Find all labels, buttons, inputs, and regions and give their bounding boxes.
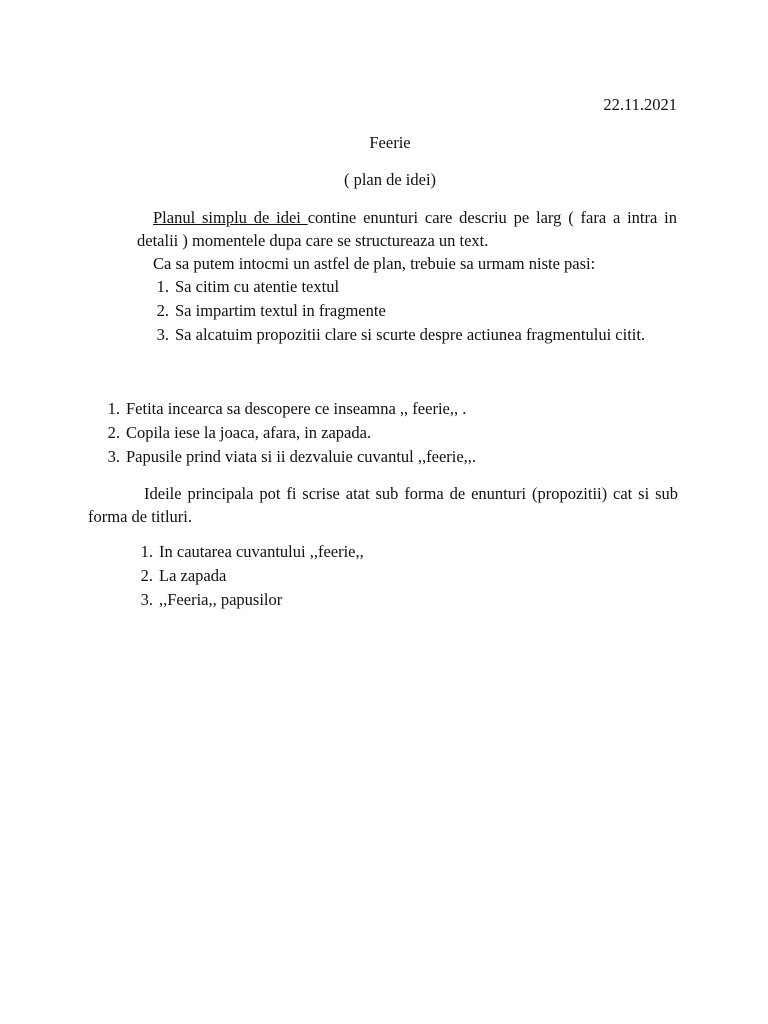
list-item-text: Papusile prind viata si ii dezvaluie cuvantul ,,feerie,,. xyxy=(126,447,477,466)
document-date: 22.11.2021 xyxy=(603,95,677,114)
list-item-text: Fetita incearca sa descopere ce inseamna ,, feerie,, . xyxy=(126,399,467,418)
titles-list xyxy=(121,540,521,612)
list-number: 3. xyxy=(140,590,153,609)
list-item-text: ,,Feeria,, papusilor xyxy=(159,590,283,609)
list-item-text: Sa impartim textul in fragmente xyxy=(175,301,386,320)
ideas-list xyxy=(88,397,688,469)
list-item xyxy=(137,275,697,299)
list-number: 1. xyxy=(156,277,169,296)
list-number: 1. xyxy=(140,542,153,561)
list-item-text: In cautarea cuvantului ,,feerie,, xyxy=(159,542,364,561)
intro-paragraph-text: contine enunturi care descriu pe larg ( fara a intra in detalii ) momentele dupa care se structureaza un text. xyxy=(137,208,677,250)
list-item xyxy=(137,323,697,347)
list-item xyxy=(121,588,521,612)
intro-underlined-term: Planul simplu de idei xyxy=(153,208,308,227)
list-item-text: La zapada xyxy=(159,566,227,585)
list-number: 2. xyxy=(140,566,153,585)
steps-list xyxy=(137,275,697,347)
list-number: 2. xyxy=(156,301,169,320)
list-item xyxy=(88,397,688,421)
list-item xyxy=(121,540,521,564)
list-item xyxy=(88,421,688,445)
list-item-text: Sa citim cu atentie textul xyxy=(175,277,340,296)
forms-paragraph: Ideile principala pot fi scrise atat sub forma de enunturi (propozitii) cat si sub forma de titluri. xyxy=(88,484,678,526)
list-number: 3. xyxy=(156,325,169,344)
document-title: Feerie xyxy=(369,133,411,152)
intro-paragraph xyxy=(137,206,677,252)
list-number: 2. xyxy=(107,423,120,442)
list-item xyxy=(121,564,521,588)
list-number: 1. xyxy=(107,399,120,418)
document-subtitle: ( plan de idei) xyxy=(343,170,437,189)
list-number: 3. xyxy=(107,447,120,466)
list-item xyxy=(88,445,688,469)
list-item xyxy=(137,299,697,323)
steps-intro: Ca sa putem intocmi un astfel de plan, trebuie sa urmam niste pasi: xyxy=(153,254,596,273)
list-item-text: Sa alcatuim propozitii clare si scurte despre actiunea fragmentului citit. xyxy=(175,325,646,344)
list-item-text: Copila iese la joaca, afara, in zapada. xyxy=(126,423,372,442)
